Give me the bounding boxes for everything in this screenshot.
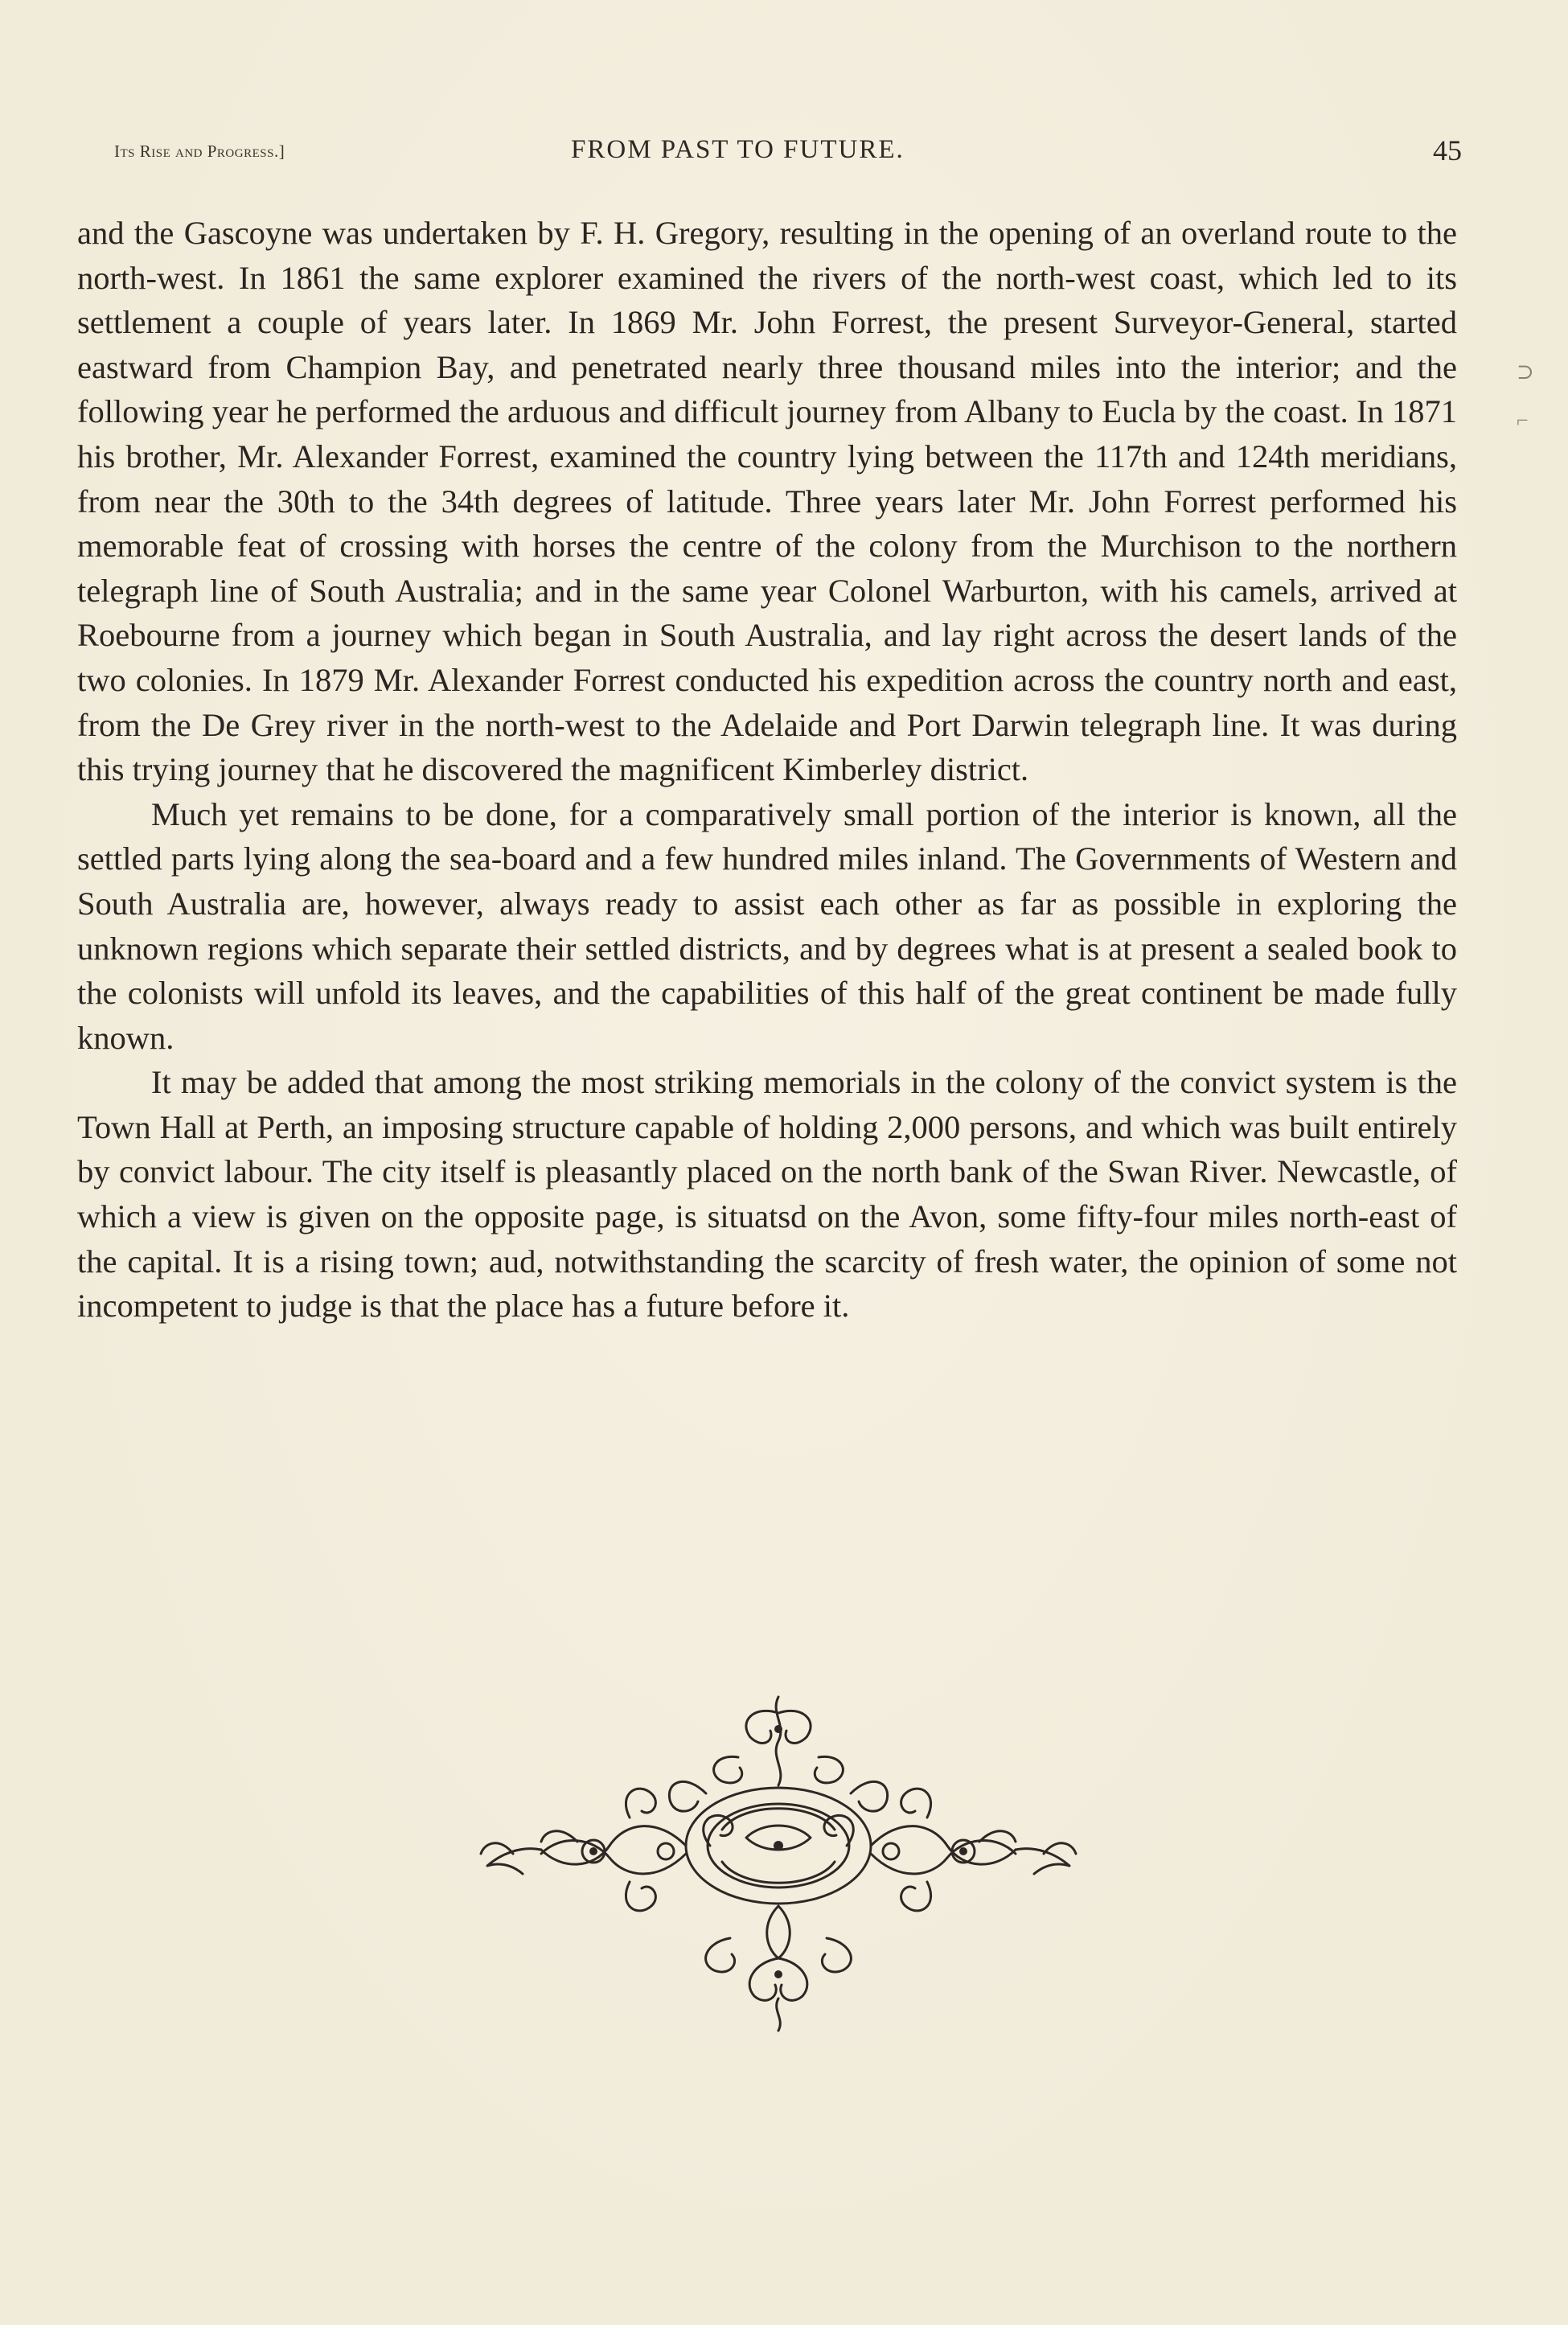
paragraph-interior: Much yet remains to be done, for a comparatively small portion of the interior is known, all the settled parts lying along the sea-board and a few hundred miles inland. The Governments of Western and South Australia are, however, always ready to assist each other as far as possible in exploring the unknown regions which separate their settled districts, and by degrees what is at present a sealed book to the colonists will unfold its leaves, and the capabilities of this half of the great continent be made fully known. — [77, 795, 1457, 1056]
running-head — [114, 134, 1462, 174]
paragraph-perth: It may be added that among the most striking memorials in the colony of the convict system is the Town Hall at Perth, an imposing structure capable of holding 2,000 persons, and which was built entirely by convict labour. The city itself is pleasantly placed on the north bank of the Swan River. Newcastle, of which a view is given on the opposite page, is situatsd on the Avon, some fifty-four miles north-east of the capital. It is a rising town; aud, notwithstanding the scarcity of fresh water, the opinion of some not incompetent to judge is that the place has a future before it. — [77, 1064, 1457, 1325]
paragraph-exploration: and the Gascoyne was undertaken by F. H. Gregory, resulting in the opening of an overland route to the north-west. In 1861 the same explorer examined the rivers of the north-west coast, which led to its settlement a couple of years later. In 1869 Mr. John Forrest, the present Surveyor-General, started eastward from Champion Bay, and penetrated nearly three thousand miles into the interior; and the following year he performed the arduous and difficult journey from Albany to Eucla by the coast. In 1871 his brother, Mr. Alexander Forrest, examined the country lying between the 117th and 124th meridians, from near the 30th to the 34th degrees of latitude. Three years later Mr. John Forrest performed his memorable feat of crossing with horses the centre of the colony from the Murchison to the northern telegraph line of South Australia; and in the same year Colonel Warburton, with his camels, arrived at Roebourne from a journey which began in South Australia, and lay right across the desert lands of the two colonies. In 1879 Mr. Alexander Forrest conducted his expedition across the country north and east, from the De Grey river in the north-west to the Adelaide and Port Darwin telegraph line. It was during this trying journey that he discovered the magnificent Kimberley district. — [77, 215, 1457, 788]
running-head-title: FROM PAST TO FUTURE. — [571, 135, 905, 164]
page-number: 45 — [1433, 134, 1462, 166]
floral-ornament-icon — [465, 1681, 1092, 2043]
margin-mark-icon: ⌐ — [1517, 409, 1529, 432]
running-head-section: Its Rise and Progress.] — [114, 142, 285, 161]
body-text — [77, 211, 1457, 1329]
margin-mark-icon: ⊃ — [1517, 360, 1534, 384]
